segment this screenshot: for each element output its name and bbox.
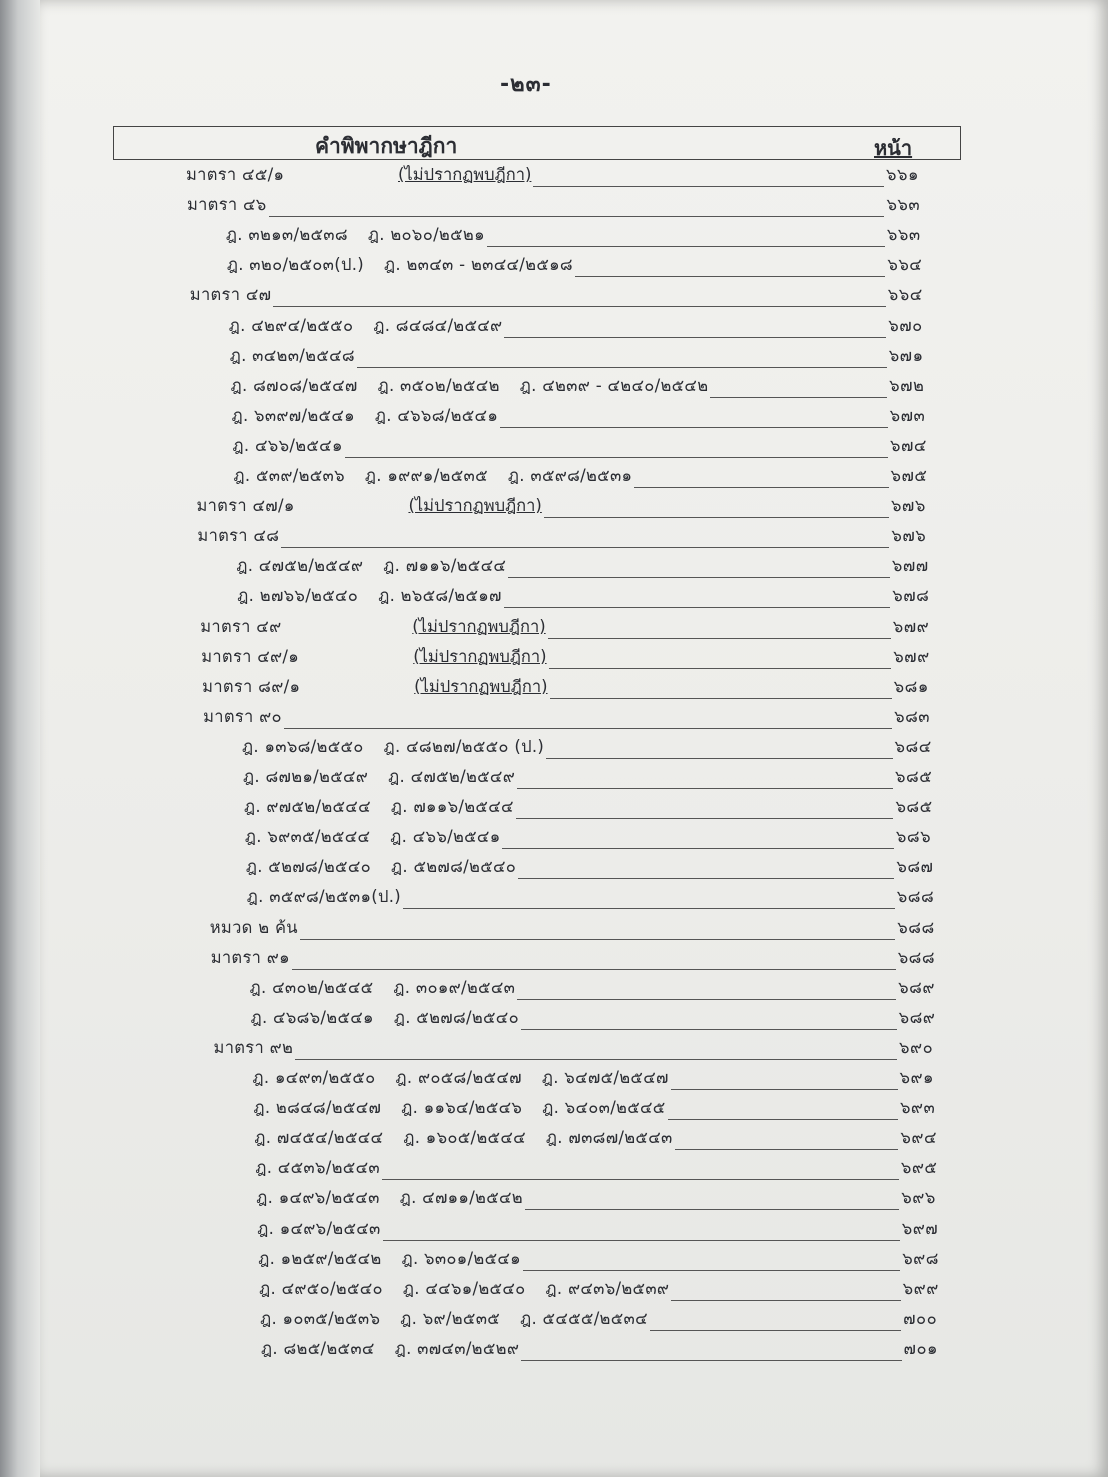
page-ref: ๖๙๗ [901,1218,939,1238]
section-row [0,648,1108,674]
section-row [0,286,1108,312]
entry-segment: ฎ. ๓๒๐/๒๕๐๓(ป.) [226,255,365,275]
leader-line [284,728,892,729]
leader-line [516,818,894,819]
entry-text [236,553,526,579]
case-row [0,1129,1108,1155]
entry-segment: ฎ. ๙๗๕๒/๒๕๔๔ [243,797,371,817]
entry-segment: ฎ. ๔๘๒๗/๒๕๕๐ (ป.) [383,736,545,756]
leader-line [544,517,889,518]
page-ref: ๖๙๓ [899,1098,936,1118]
page-ref: ๖๗๗ [891,556,929,576]
entry-text [256,1185,543,1211]
page-ref: ๖๗๖ [891,526,927,546]
no-case-note: (ไม่ปรากฏพบฎีกา) [412,616,546,636]
entry-segment: ฎ. ๒๗๖๖/๒๕๔๐ [237,586,359,606]
entry-segment: มาตรา ๙๑ [210,947,290,967]
entry-text [244,794,534,820]
page-ref: ๖๘๘ [897,917,935,937]
case-row [0,467,1108,493]
entry-segment: มาตรา ๔๖ [186,195,267,215]
leader-line [710,397,887,398]
page-ref: ๖๖๔ [887,255,923,275]
entry-segment: ฎ. ๓๐๑๙/๒๕๔๓ [393,977,516,997]
entry-segment: ฎ. ๒๐๖๐/๒๕๒๑ [367,225,485,245]
case-row [0,437,1108,463]
case-row [0,798,1108,824]
entry-segment: มาตรา ๔๙ [200,616,282,636]
case-row [0,1009,1108,1035]
entry-segment: ฎ. ๘๗๐๘/๒๕๔๗ [230,375,358,395]
case-row [0,979,1108,1005]
entry-text [200,614,301,640]
entry-segment: ฎ. ๖๙/๒๕๓๕ [400,1308,501,1328]
case-row [0,407,1108,433]
leader-line [281,547,889,548]
header-page-label: หน้า [874,136,913,160]
entry-text [251,1005,539,1031]
section-row [0,1039,1108,1065]
entry-segment: ฎ. ๑๒๕๙/๒๕๔๒ [258,1248,382,1268]
leader-line [292,969,896,970]
page-ref: ๖๙๘ [902,1248,939,1268]
leader-line [550,698,892,699]
entry-segment: ฎ. ๔๙๕๐/๒๕๔๐ [259,1278,383,1298]
leader-line [300,939,895,940]
entry-text [250,975,536,1001]
entry-text [254,1125,692,1151]
entry-segment: ฎ. ๔๖๘๖/๒๕๔๑ [250,1007,374,1027]
page-ref: ๖๖๔ [887,285,923,305]
no-case-note: (ไม่ปรากฏพบฎีกา) [408,496,542,516]
case-row [0,1310,1108,1336]
case-row [0,828,1108,854]
entry-text [231,373,729,399]
case-row [0,1340,1108,1366]
section-row [0,949,1108,975]
case-row [0,768,1108,794]
entry-segment: ฎ. ๔๔๖๑/๒๕๔๐ [402,1278,526,1298]
page-ref: ๖๘๓ [894,706,931,726]
entry-text [229,313,523,339]
entry-text [230,343,375,369]
entry-text [255,1155,400,1181]
entry-segment: ฎ. ๗๓๘๗/๒๕๔๓ [545,1128,673,1148]
page-ref: ๖๖๓ [886,225,921,245]
leader-line [502,848,893,849]
leader-line [357,367,887,368]
entry-segment: ฎ. ๘๒๕/๒๕๓๔ [261,1338,375,1358]
leader-line [269,216,885,217]
case-row [0,738,1108,764]
entry-text [247,884,421,910]
entry-segment: ฎ. ๔๓๐๒/๒๕๔๕ [249,977,374,997]
entry-segment: ฎ. ๓๕๐๒/๒๕๔๒ [377,375,500,395]
page-ref: ๖๙๕ [900,1158,938,1178]
entry-text [201,644,319,670]
leader-line [548,638,891,639]
entry-text [202,674,320,700]
leader-line [521,1360,901,1361]
entry-text [233,433,363,459]
entry-segment: มาตรา ๔๗ [189,285,272,305]
leader-line [383,1240,900,1241]
section-row [0,527,1108,553]
page-ref: ๖๙๖ [901,1188,936,1208]
entry-segment: ฎ. ๑๐๓๕/๒๕๓๖ [260,1308,381,1328]
entry-segment: ฎ. ๑๔๙๖/๒๕๔๓ [256,1188,380,1208]
entry-segment: ฎ. ๙๐๕๘/๒๕๔๗ [395,1068,522,1087]
page-ref: ๖๘๙ [898,1007,936,1027]
entry-segment: ฎ. ๕๒๗๘/๒๕๔๐ [393,1007,519,1027]
page-ref: ๖๙๐ [899,1037,934,1057]
entry-text [211,945,310,971]
entry-text [197,523,299,549]
case-row [0,587,1108,613]
entry-segment: ฎ. ๓๕๙๘/๒๕๓๑(ป.) [246,887,402,907]
entry-text [246,854,536,880]
entry-segment: ฎ. ๗๔๕๔/๒๕๔๔ [254,1128,384,1148]
leader-line [295,1059,897,1060]
leader-line [521,1029,897,1030]
entry-segment: ฎ. ๕๓๙/๒๕๓๖ [233,466,345,485]
entry-segment: ฎ. ๑๔๙๖/๒๕๔๓ [257,1218,381,1238]
leader-line [549,668,892,669]
leader-line [675,1149,899,1150]
page-ref: ๖๖๓ [886,195,921,215]
page-ref: ๖๗๑ [888,345,924,365]
no-case-note: (ไม่ปรากฏพบฎีกา) [414,676,548,696]
leader-line [345,457,888,458]
entry-segment: ฎ. ๔๖๖/๒๕๔๑ [232,435,343,455]
section-row [0,618,1108,644]
entry-segment: ฎ. ๕๔๕๕/๒๕๓๔ [520,1308,648,1328]
page-ref: ๗๐๐ [903,1308,938,1328]
page-ref: ๖๗๙ [892,616,930,636]
page-ref: ๖๘๔ [894,736,932,756]
entry-segment: ฎ. ๔๖๖/๒๕๔๑ [390,827,501,847]
page-ref: ๖๘๕ [895,767,933,786]
entry-segment: ฎ. ๖๔๗๕/๒๕๔๗ [541,1068,669,1087]
entry-text [210,915,318,941]
case-row [0,1220,1108,1246]
case-row [0,888,1108,914]
entry-segment: ฎ. ๕๒๗๘/๒๕๔๐ [245,857,371,877]
entry-segment: ฎ. ๒๓๔๓ - ๒๓๔๔/๒๕๑๘ [384,255,573,275]
entry-text [190,282,292,308]
entry-segment: ฎ. ๗๑๑๖/๒๕๔๔ [383,556,507,576]
entry-text [226,222,505,248]
entry-segment: ฎ. ๒๖๕๘/๒๕๑๗ [378,586,502,606]
case-row [0,1280,1108,1306]
page-ref: ๖๗๕ [890,466,928,485]
entry-text [186,162,304,188]
leader-line [634,487,888,488]
leader-line [525,1209,899,1210]
entry-segment: ฎ. ๗๑๑๖/๒๕๔๔ [390,797,514,817]
leader-line [650,1330,901,1331]
entry-text [203,704,302,730]
entry-text [227,252,593,278]
case-row [0,317,1108,343]
no-case-note: (ไม่ปรากฏพบฎีกา) [398,165,532,184]
leader-line [575,276,885,277]
entry-text [253,1065,689,1091]
leader-line [382,1179,899,1180]
entry-text [258,1246,541,1272]
entry-segment: ฎ. ๓๔๒๓/๒๕๔๘ [229,345,355,365]
page-ref: ๗๐๑ [903,1338,938,1358]
entry-segment: มาตรา ๔๕/๑ [186,165,285,184]
case-row [0,1069,1108,1095]
entry-segment: ฎ. ๔๒๓๙ - ๔๒๔๐/๒๕๔๒ [519,375,709,395]
entry-text [237,583,521,609]
leader-line [487,246,885,247]
page-ref: ๖๘๗ [896,857,934,877]
page-ref: ๖๘๕ [895,797,933,817]
entry-text [214,1035,314,1061]
case-row [0,1159,1108,1185]
entry-segment: ฎ. ๕๒๗๘/๒๕๔๐ [391,857,517,877]
entry-segment: ฎ. ๑๓๖๘/๒๕๕๐ [242,736,364,756]
section-row [0,678,1108,704]
page-ref: ๖๘๙ [898,977,935,997]
entry-segment: ฎ. ๘๗๒๑/๒๕๔๙ [243,767,369,786]
page-ref: ๖๗๔ [890,435,927,455]
entry-segment: หมวด ๒ ค้น [209,917,298,937]
leader-line [671,1089,898,1090]
entry-segment: ฎ. ๑๖๐๕/๒๕๔๔ [403,1128,526,1148]
entry-segment: ฎ. ๑๔๙๓/๒๕๕๐ [252,1068,376,1087]
leader-line [546,758,892,759]
page-ref: ๖๗๓ [889,405,926,425]
page-ref: ๖๗๖ [890,496,926,516]
leader-line [273,306,885,307]
entry-segment: มาตรา ๔๙/๑ [201,646,300,666]
page-ref: ๖๙๔ [900,1128,937,1148]
page-number: -๒๓- [500,72,552,97]
entry-text [259,1276,689,1302]
entry-segment: มาตรา ๙๐ [203,706,282,726]
entry-text [261,1336,539,1362]
entry-text [234,463,653,489]
entry-segment: ฎ. ๔๖๖๘/๒๕๔๑ [374,405,499,425]
entry-segment: ฎ. ๑๑๖๔/๒๕๔๖ [401,1098,523,1118]
entry-segment: ฎ. ๒๘๔๘/๒๕๔๗ [253,1098,382,1118]
page-ref: ๖๘๘ [896,887,935,907]
page-ref: ๖๗๒ [889,375,925,395]
entry-segment: ฎ. ๔๕๓๖/๒๕๔๓ [255,1158,380,1178]
leader-line [523,1270,900,1271]
leader-line [517,999,896,1000]
leader-line [517,788,893,789]
entry-text [232,403,519,429]
case-row [0,1250,1108,1276]
header-title: คำพิพากษาฎีกา [315,134,458,158]
entry-text [196,493,314,519]
leader-line [533,186,884,187]
entry-segment: ฎ. ๙๔๓๖/๒๕๓๙ [545,1278,670,1298]
case-row [0,858,1108,884]
entry-segment: ฎ. ๓๗๔๓/๒๕๒๙ [394,1338,520,1358]
entry-segment: ฎ. ๖๔๐๓/๒๕๔๕ [542,1098,666,1118]
leader-line [508,577,890,578]
case-row [0,256,1108,282]
entry-segment: ฎ. ๖๓๙๗/๒๕๔๑ [231,405,355,425]
page-ref: ๖๗๐ [888,315,923,335]
section-row [0,919,1108,945]
leader-line [403,908,895,909]
page-ref: ๖๙๙ [902,1278,939,1298]
entry-segment: ฎ. ๓๒๑๓/๒๕๓๘ [225,225,348,245]
leader-line [518,878,894,879]
entry-segment: ฎ. ๓๕๙๘/๒๕๓๑ [507,466,633,485]
entry-text [260,1306,668,1332]
case-row [0,347,1108,373]
section-row [0,497,1108,523]
leader-line [500,427,887,428]
entry-text [243,764,535,790]
page-ref: ๖๘๑ [893,676,929,696]
entry-text [245,824,521,850]
entry-segment: มาตรา ๔๗/๑ [196,496,295,516]
page-ref: ๖๘๖ [895,827,932,847]
page-ref: ๖๗๙ [893,646,930,666]
entry-segment: ฎ. ๖๙๓๕/๒๕๔๔ [244,827,371,847]
section-row [0,196,1108,222]
entry-segment: ฎ. ๔๗๕๒/๒๕๔๙ [388,767,516,786]
entry-segment: ฎ. ๔๒๙๔/๒๕๕๐ [228,315,354,335]
entry-segment: ฎ. ๖๓๐๑/๒๕๔๑ [401,1248,521,1268]
entry-text [253,1095,685,1121]
page-ref: ๖๙๑ [899,1068,935,1087]
case-row [0,1099,1108,1125]
case-row [0,377,1108,403]
entry-segment: ฎ. ๔๗๕๒/๒๕๔๙ [236,556,364,576]
header-box [113,126,961,160]
entry-segment: ฎ. ๑๙๙๑/๒๕๓๕ [364,466,488,485]
leader-line [504,607,891,608]
case-row [0,557,1108,583]
entry-text [187,192,287,218]
entry-segment: มาตรา ๘๙/๑ [202,676,301,696]
page-ref: ๖๘๘ [897,947,936,967]
case-row [0,1189,1108,1215]
entry-segment: ฎ. ๔๗๑๑/๒๕๔๒ [399,1188,523,1208]
page-ref: ๖๖๑ [886,165,919,184]
entry-segment: ฎ. ๘๔๘๔/๒๕๔๙ [373,315,503,335]
page-ref: ๖๗๘ [892,586,930,606]
leader-line [668,1119,898,1120]
no-case-note: (ไม่ปรากฏพบฎีกา) [413,646,547,666]
entry-segment: มาตรา ๙๒ [213,1037,294,1057]
case-row [0,226,1108,252]
leader-line [504,337,886,338]
entry-text [242,734,564,760]
section-row [0,708,1108,734]
entry-segment: มาตรา ๔๘ [197,526,280,546]
entry-text [257,1216,400,1242]
section-row [0,166,1108,192]
leader-line [671,1300,900,1301]
